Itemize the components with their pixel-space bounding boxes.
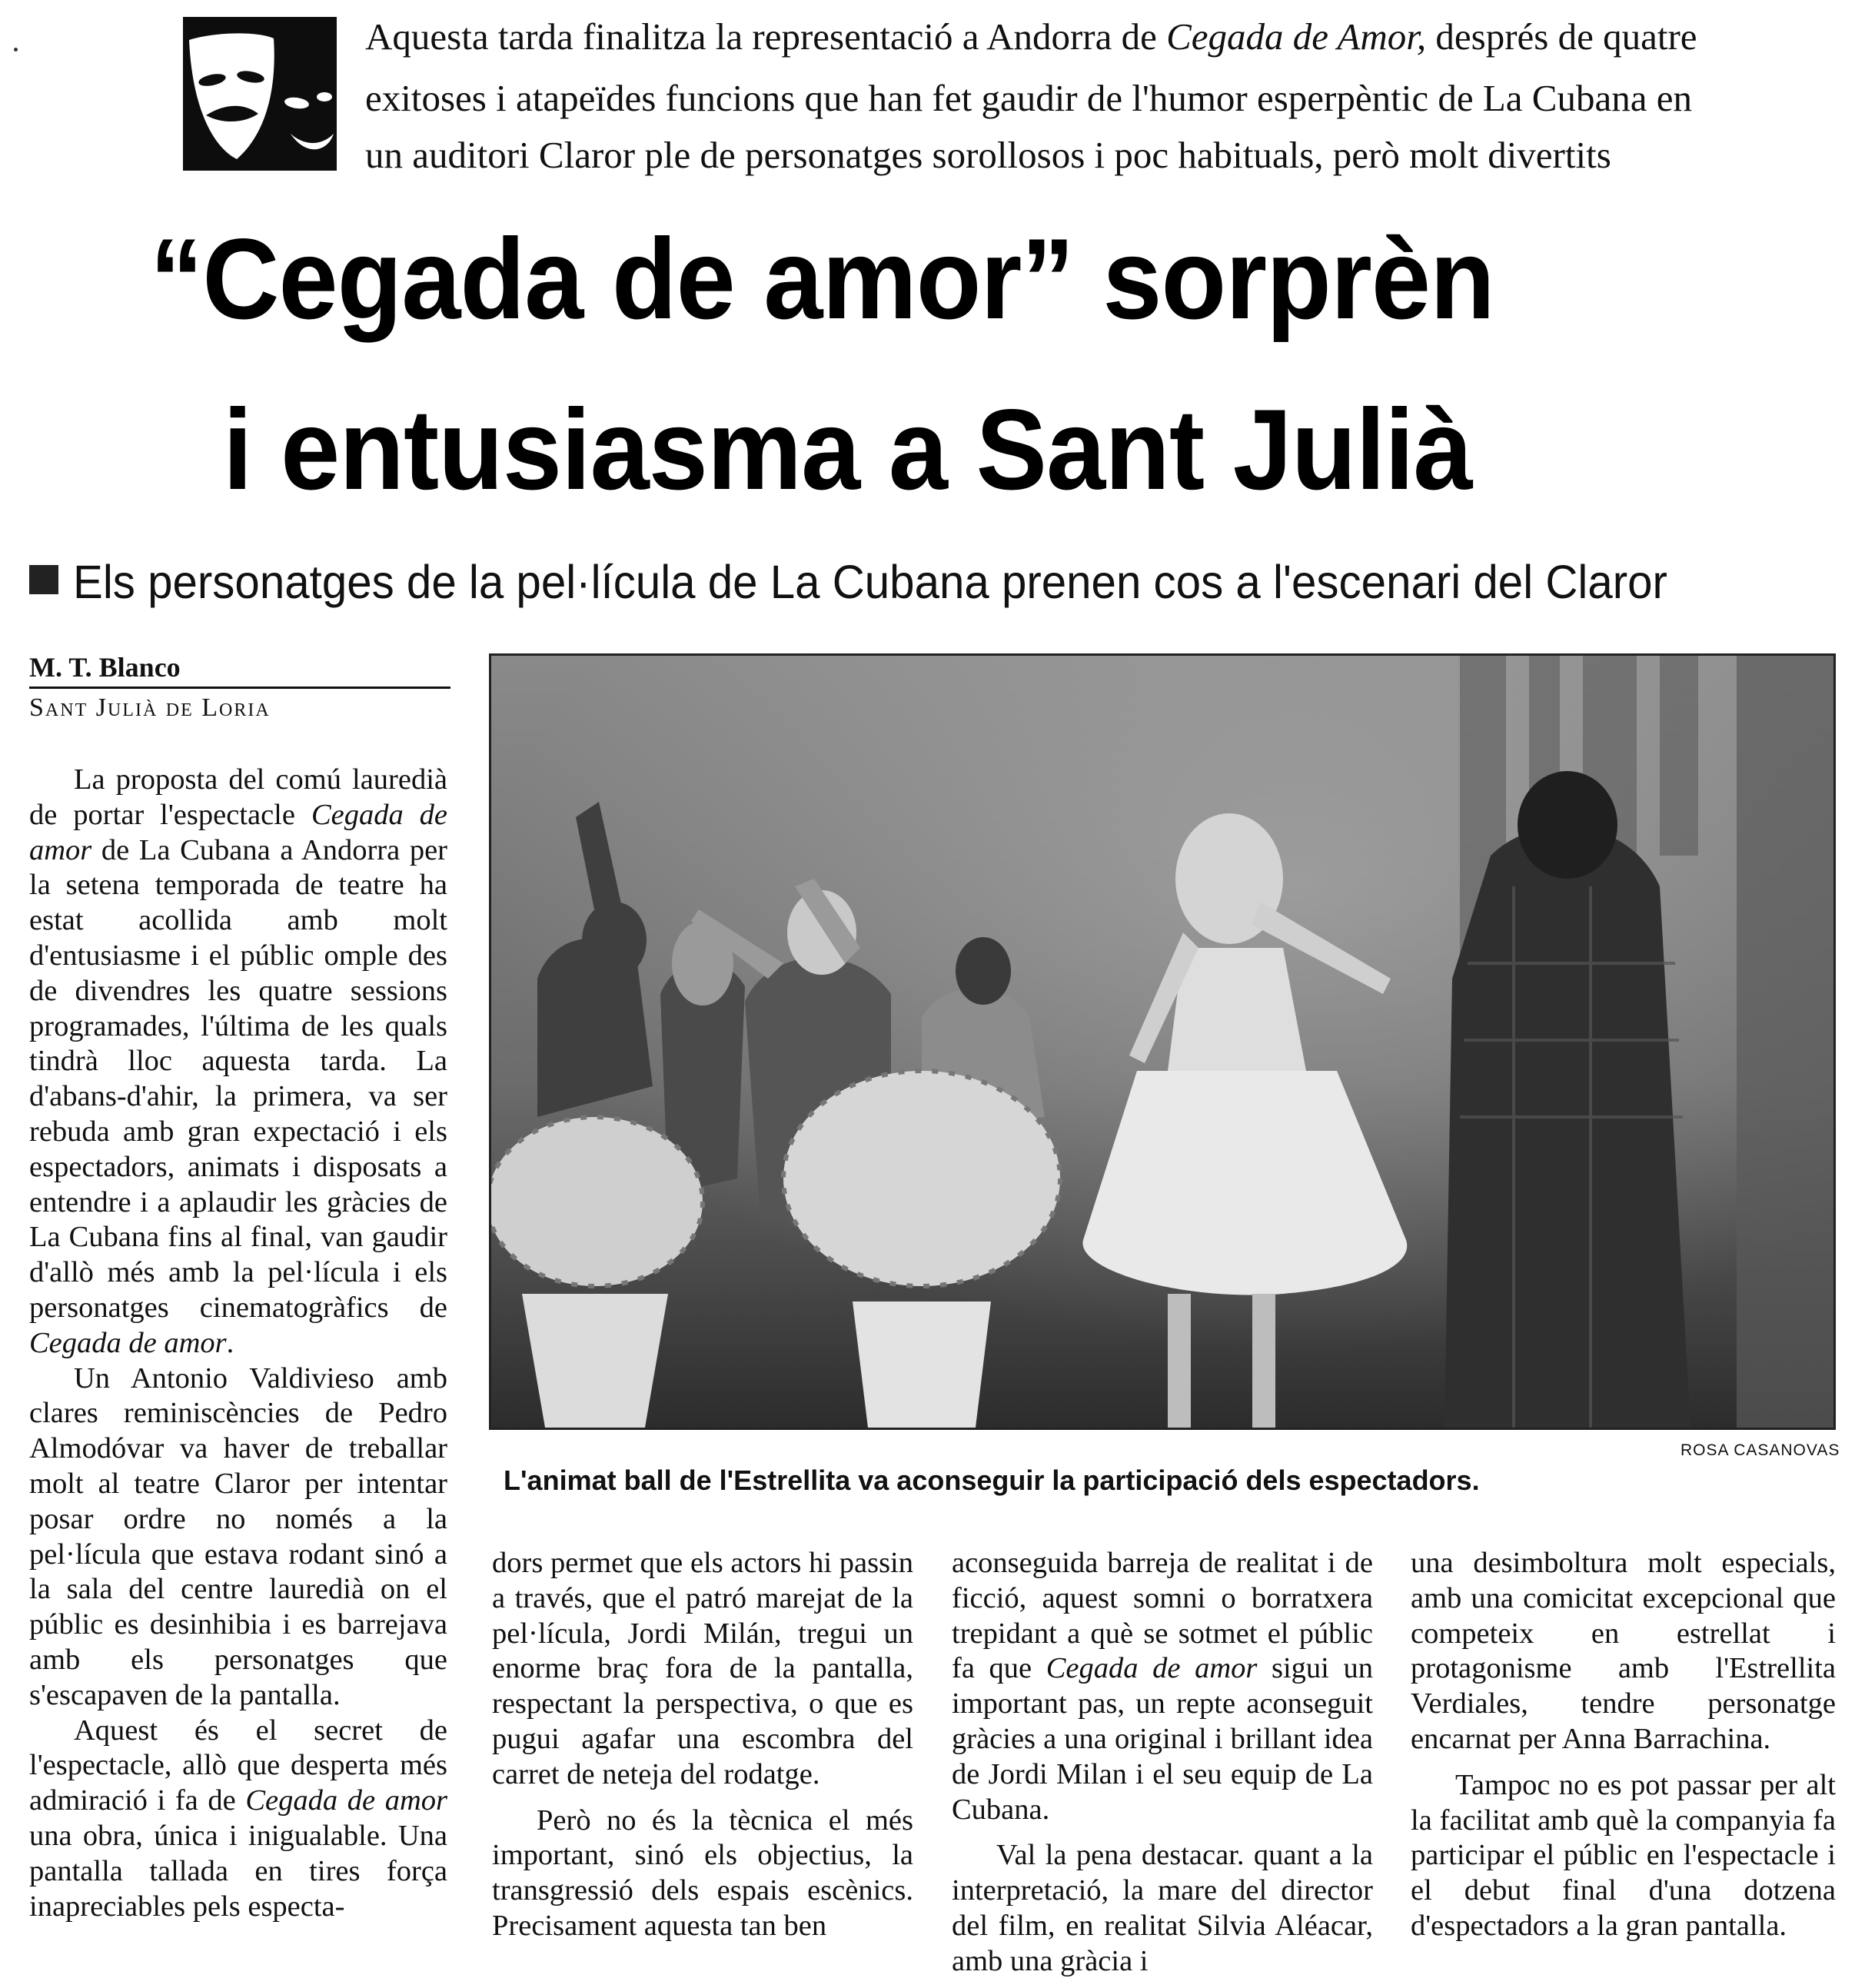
stage-photo-illustration <box>491 656 1833 1428</box>
photo-caption: L'animat ball de l'Estrellita va aconseguir la participació dels espectadors. <box>504 1464 1480 1496</box>
article-column-3 <box>952 1546 1373 1980</box>
article-paragraph: aconseguida barreja de realitat i de ficció, aquest somni o borratxera trepidant a què se sotmet el públic fa que Cegada de amor sigui un important pas, un repte aconseguit gràcies a una original i brillant idea de Jordi Milan i el seu equip de La Cubana. <box>952 1547 1373 1826</box>
article-column-2 <box>492 1546 913 1944</box>
byline-author: M. T. Blanco <box>29 652 181 683</box>
article-paragraph: una desimboltura molt especials, amb una comicitat excepcional que competeix en estrellat i protagonisme amb l'Estrellita Verdiales, tendre personatge encarnat per Anna Barrachina. <box>1411 1547 1836 1755</box>
byline-location: Sant Julià de Loria <box>29 693 271 722</box>
article-paragraph: Un Antonio Valdivieso amb clares reminiscències de Pedro Almodóvar va haver de treballar molt al teatre Claror per intentar posar ordre no només a la pel·lícula que estava rodant sinó a la sala del centre lauredià on el públic es desinhibia i es barrejava amb els personatges que s'escapaven de la pantalla. <box>29 1361 447 1711</box>
subheadline: Els personatges de la pel·lícula de La Cubana prenen cos a l'escenari del Claror <box>73 556 1667 608</box>
article-paragraph: Tampoc no es pot passar per alt la facilitat amb què la companyia fa participar el públic en l'espectacle i el debut final d'una dotzena d'espectadors a la gran pantalla. <box>1411 1768 1836 1942</box>
subhead-bullet <box>29 565 58 594</box>
lead-line-3: un auditori Claror ple de personatges sorollosos i poc habituals, però molt divertits <box>365 134 1611 176</box>
article-paragraph: Aquest és el secret de l'espectacle, allò que desperta més admiració i fa de Cegada de amor una obra, única i inigualable. Una pantalla tallada en tires força inapreciables pels especta- <box>29 1714 447 1923</box>
article-column-4 <box>1411 1546 1836 1944</box>
headline-line-2: i entusiasma a Sant Julià <box>223 385 1472 514</box>
byline-divider <box>29 686 450 689</box>
article-paragraph: dors permet que els actors hi passin a través, que el patró marejat de la pel·lícula, Jordi Milán, tregui un enorme braç fora de la pantalla, respectant la perspectiva, o que es pugui agafar una escombra del carret de neteja del rodatge. <box>492 1547 913 1790</box>
theatre-masks-icon <box>183 17 337 171</box>
article-paragraph: Però no és la tècnica el més important, sinó els objectius, la transgressió dels espais escènics. Precisament aquesta tan ben <box>492 1803 913 1942</box>
headline-line-1: “Cegada de amor” sorprèn <box>150 214 1494 343</box>
stage-photo <box>489 653 1836 1430</box>
article-column-1 <box>29 763 447 1924</box>
photo-credit: ROSA CASANOVAS <box>1680 1441 1840 1459</box>
article-paragraph: La proposta del comú lauredià de portar l'espectacle Cegada de amor de La Cubana a Andorra per la setena temporada de teatre ha estat acollida amb molt d'entusiasme i el públic omple des de divendres les quatre sessions programades, l'última de les quals tindrà lloc aquesta tarda. La d'abans-d'ahir, la primera, va ser rebuda amb gran expectació i els espectadors, animats i disposats a entendre i a aplaudir les gràcies de La Cubana fins al final, van gaudir d'allò més amb la pel·lícula i els personatges cinematogràfics de Cegada de amor. <box>29 763 447 1359</box>
article-paragraph: Val la pena destacar. quant a la interpretació, la mare del director del film, en realitat Silvia Aléacar, amb una gràcia i <box>952 1839 1373 1977</box>
lead-line-2: exitoses i atapeïdes funcions que han fet gaudir de l'humor esperpèntic de La Cubana en <box>365 77 1692 119</box>
lead-line-1: Aquesta tarda finalitza la representació a Andorra de Cegada de Amor, després de quatre <box>365 15 1697 58</box>
scan-speck <box>14 48 18 52</box>
